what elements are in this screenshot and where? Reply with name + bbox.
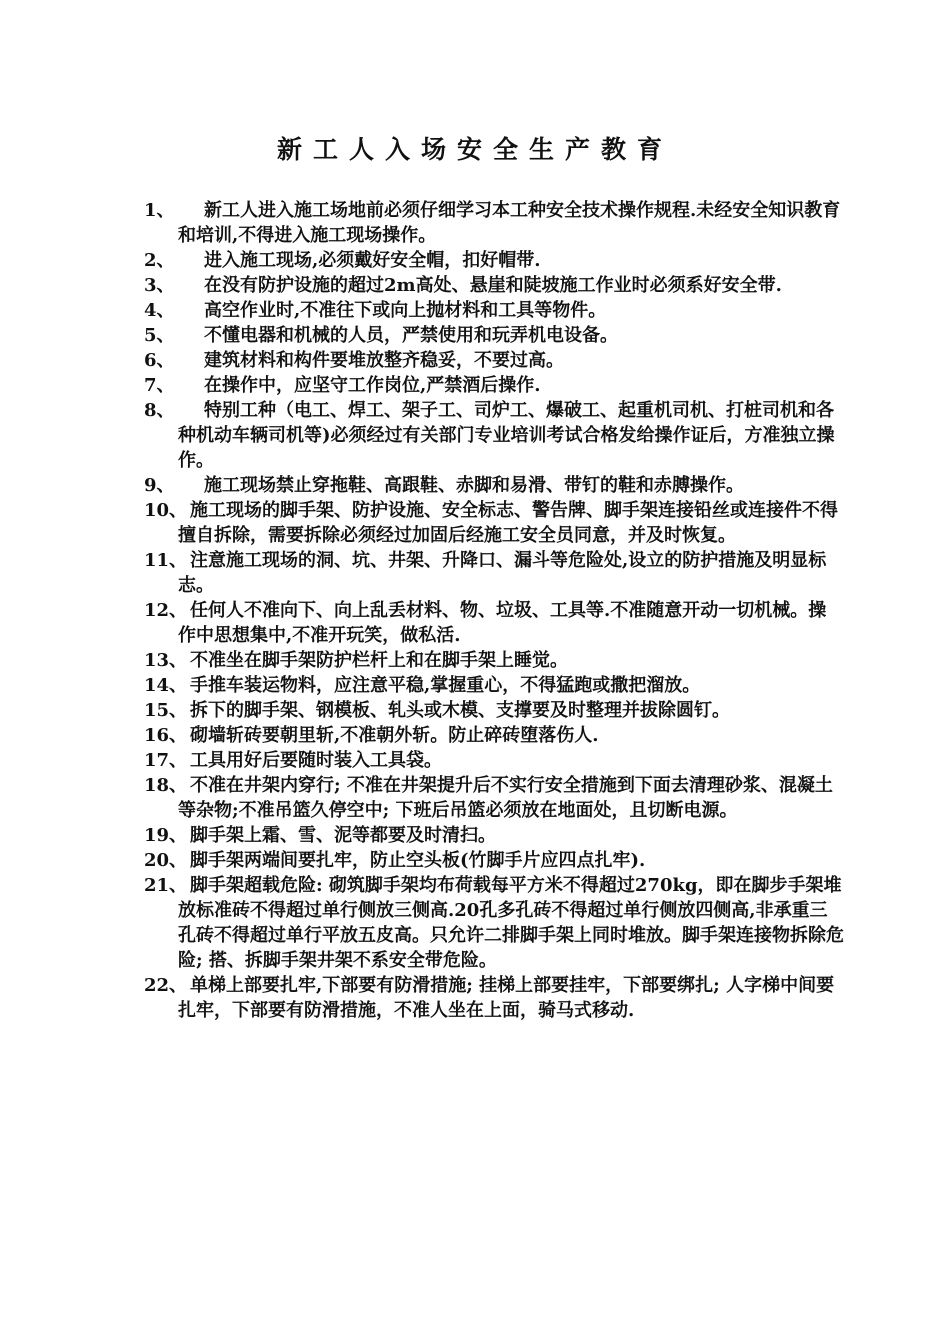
rule-item (144, 273, 844, 298)
rule-number: 3、 (144, 275, 175, 296)
rule-text: 施工现场的脚手架、防护设施、安全标志、警告牌、脚手架连接铅丝或连接件不得擅自拆除，需要拆除必须经过加固后经施工安全员同意，并及时恢复。 (178, 500, 838, 546)
rule-item (144, 873, 844, 973)
rule-item (144, 323, 844, 348)
rule-number: 11、 (144, 550, 188, 571)
rule-item (144, 348, 844, 373)
rule-text: 脚手架上霜、雪、泥等都要及时清扫。 (190, 825, 496, 846)
rule-text: 在操作中，应坚守工作岗位,严禁酒后操作. (204, 375, 541, 396)
rule-item (144, 498, 844, 548)
rule-item (144, 198, 844, 248)
rule-text: 任何人不准向下、向上乱丢材料、物、垃圾、工具等.不准随意开动一切机械。操作中思想集中,不准开玩笑，做私活. (178, 600, 827, 646)
rule-number: 17、 (144, 750, 188, 771)
rule-number: 1、 (144, 200, 175, 221)
rule-text: 手推车装运物料，应注意平稳,掌握重心，不得猛跑或撒把溜放。 (190, 675, 701, 696)
rule-text: 不准坐在脚手架防护栏杆上和在脚手架上睡觉。 (190, 650, 568, 671)
rule-number: 21、 (144, 875, 188, 896)
rule-number: 9、 (144, 475, 175, 496)
rule-number: 7、 (144, 375, 175, 396)
rule-number: 2、 (144, 250, 175, 271)
rule-number: 20、 (144, 850, 188, 871)
rule-text: 注意施工现场的洞、坑、井架、升降口、漏斗等危险处,设立的防护措施及明显标志。 (178, 550, 827, 596)
rule-item (144, 823, 844, 848)
rule-item (144, 248, 844, 273)
rule-item (144, 373, 844, 398)
rule-number: 18、 (144, 775, 188, 796)
rule-item (144, 298, 844, 323)
rule-number: 22、 (144, 975, 188, 996)
rule-number: 10、 (144, 500, 188, 521)
document-title: 新工人入场安全生产教育 (276, 135, 673, 164)
rule-item (144, 848, 844, 873)
rule-number: 14、 (144, 675, 188, 696)
rule-text: 单梯上部要扎牢,下部要有防滑措施; 挂梯上部要挂牢，下部要绑扎; 人字梯中间要扎牢，下部要有防滑措施，不准人坐在上面，骑马式移动. (178, 975, 835, 1021)
rule-number: 13、 (144, 650, 188, 671)
rule-item (144, 773, 844, 823)
rule-text: 建筑材料和构件要堆放整齐稳妥，不要过高。 (204, 350, 564, 371)
rule-number: 8、 (144, 400, 175, 421)
rule-text: 在没有防护设施的超过2m高处、悬崖和陡坡施工作业时必须系好安全带. (204, 275, 782, 296)
rule-number: 4、 (144, 300, 175, 321)
rule-number: 19、 (144, 825, 188, 846)
rule-text: 新工人进入施工场地前必须仔细学习本工种安全技术操作规程.未经安全知识教育和培训,不得进入施工现场操作。 (178, 200, 841, 246)
rule-item (144, 673, 844, 698)
rule-number: 15、 (144, 700, 188, 721)
rule-text: 特别工种（电工、焊工、架子工、司炉工、爆破工、起重机司机、打桩司机和各种机动车辆司机等)必须经过有关部门专业培训考试合格发给操作证后，方准独立操作。 (178, 400, 835, 471)
rule-text: 工具用好后要随时装入工具袋。 (190, 750, 442, 771)
rule-number: 6、 (144, 350, 175, 371)
rule-text: 砌墙斩砖要朝里斩,不准朝外斩。防止碎砖堕落伤人. (190, 725, 599, 746)
rule-item (144, 648, 844, 673)
rule-text: 高空作业时,不准往下或向上抛材料和工具等物件。 (204, 300, 607, 321)
rule-text: 不懂电器和机械的人员，严禁使用和玩弄机电设备。 (204, 325, 618, 346)
rule-item (144, 548, 844, 598)
rule-number: 5、 (144, 325, 175, 346)
rule-number: 12、 (144, 600, 188, 621)
rule-text: 进入施工现场,必须戴好安全帽，扣好帽带. (204, 250, 541, 271)
rule-number: 16、 (144, 725, 188, 746)
rule-item (144, 973, 844, 1023)
safety-rules-list (144, 198, 844, 1023)
rule-item (144, 698, 844, 723)
rule-item (144, 723, 844, 748)
rule-text: 施工现场禁止穿拖鞋、高跟鞋、赤脚和易滑、带钉的鞋和赤膊操作。 (204, 475, 744, 496)
rule-text: 脚手架超载危险: 砌筑脚手架均布荷载每平方米不得超过270kg，即在脚步手架堆放标准砖不得超过单行侧放三侧高.20孔多孔砖不得超过单行侧放四侧高,非承重三孔砖不得超过单行平放五皮高。只允许二排脚手架上同时堆放。脚手架连接物拆除危险; 搭、拆脚手架井架不系安全带危险。 (178, 875, 844, 971)
rule-item (144, 398, 844, 473)
rule-text: 拆下的脚手架、钢模板、轧头或木模、支撑要及时整理并拔除圆钉。 (190, 700, 730, 721)
rule-item (144, 598, 844, 648)
rule-text: 不准在井架内穿行; 不准在井架提升后不实行安全措施到下面去清理砂浆、混凝土等杂物;不准吊篮久停空中; 下班后吊篮必须放在地面处，且切断电源。 (178, 775, 833, 821)
rule-item (144, 748, 844, 773)
rule-text: 脚手架两端间要扎牢，防止空头板(竹脚手片应四点扎牢). (190, 850, 646, 871)
rule-item (144, 473, 844, 498)
